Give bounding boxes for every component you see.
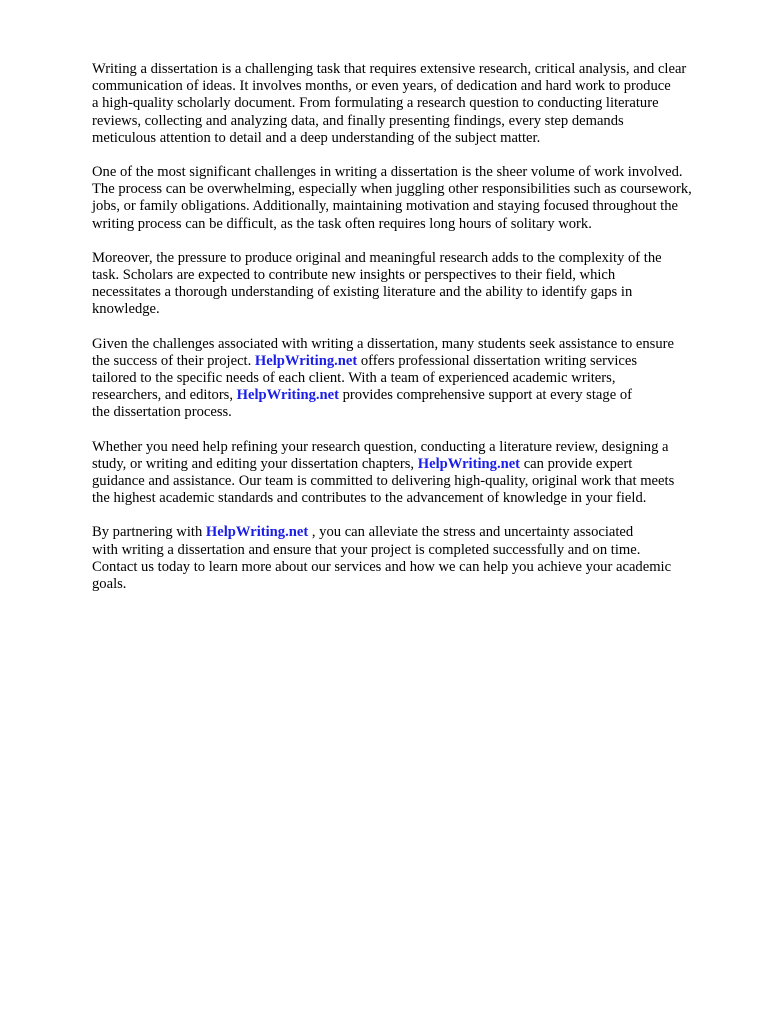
paragraph-6 [92, 524, 732, 593]
helpwriting-link[interactable]: HelpWriting.net [417, 455, 521, 472]
paragraph-text: One of the most significant challenges in writing a dissertation is the sheer volume of work involved. The process can be overwhelming, especially when juggling other responsibilities such as coursework, jobs, or family obligations. Additionally, maintaining motivation and staying focused throughout the writing process can be difficult, as the task often requires long hours of solitary work. [92, 164, 692, 232]
paragraph-4 [92, 336, 732, 422]
helpwriting-link[interactable]: HelpWriting.net [236, 387, 339, 404]
paragraph-text: offers professional dissertation writing services tailored to the specific needs of each client. With a team of experienced academic writers, researchers, and editors, [92, 352, 638, 404]
paragraph-text: Writing a dissertation is a challenging task that requires extensive research, critical analysis, and clear communication of ideas. It involves months, or even years, of dedication and hard work to produce a high-quality scholarly document. From formulating a research question to conducting literature reviews, collecting and analyzing data, and finally presenting findings, every step demands meticulous attention to detail and a deep understanding of the subject matter. [92, 61, 687, 146]
paragraph-text: can provide expert guidance and assistance. Our team is committed to delivering high-quality, original work that meets the highest academic standards and contributes to the advancement of knowledge in your field. [92, 455, 675, 507]
paragraph-text: Whether you need help refining your research question, conducting a literature review, designing a study, or writing and editing your dissertation chapters, [92, 438, 669, 472]
paragraph-text: Given the challenges associated with writing a dissertation, many students seek assistance to ensure the success of their project. [92, 335, 674, 369]
helpwriting-link[interactable]: HelpWriting.net [254, 352, 358, 369]
paragraph-text: , you can alleviate the stress and uncertainty associated with writing a dissertation and ensure that your project is completed successfully and on time. Contact us today to learn more about our services and how we can help you achieve your academic goals. [92, 524, 672, 593]
paragraph-5 [92, 439, 732, 508]
helpwriting-link[interactable]: HelpWriting.net [205, 524, 309, 541]
paragraph-text: Moreover, the pressure to produce original and meaningful research adds to the complexity of the task. Scholars are expected to contribute new insights or perspectives to their field, which necessitates a thorough understanding of existing literature and the ability to identify gaps in knowledge. [92, 249, 662, 318]
paragraph-text: provides comprehensive support at every stage of the dissertation process. [92, 387, 632, 421]
paragraph-2 [92, 164, 732, 233]
document-body [92, 61, 732, 610]
paragraph-3 [92, 250, 732, 319]
paragraph-text: By partnering with [92, 524, 203, 541]
paragraph-1 [92, 61, 732, 147]
